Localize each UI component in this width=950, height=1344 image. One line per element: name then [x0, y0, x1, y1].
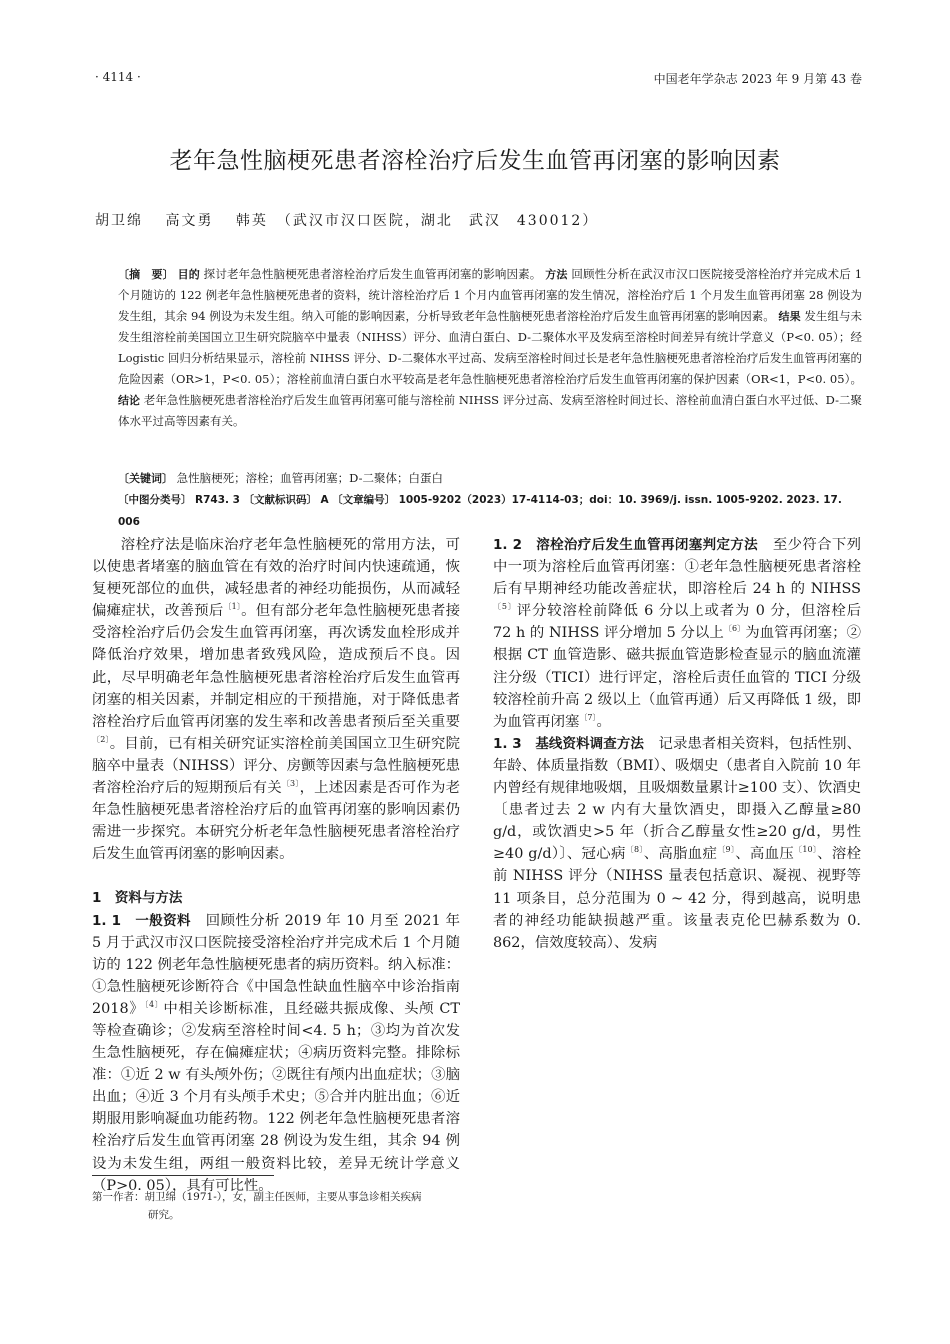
doc-label: 〔文献标识码〕: [243, 494, 317, 506]
keywords-label: 〔关键词〕: [118, 472, 173, 485]
clc-value: R743. 3: [195, 494, 240, 506]
section-1-1-text-a: 回顾性分析 2019 年 10 月至 2021 年 5 月于武汉市汉口医院接受溶栓治疗并完成术后 1 个月随访的 122 例老年急性脑梗死患者的病历资料。纳入标准：①急性脑梗死诊断符合《中国急性缺血性脑卒中诊治指南 2018》: [92, 912, 460, 1017]
article-title: 老年急性脑梗死患者溶栓治疗后发生血管再闭塞的影响因素: [169, 148, 781, 174]
footnote-rule: [92, 1175, 274, 1176]
left-column: [92, 534, 461, 1194]
section-1-heading: 1 资料与方法: [92, 890, 183, 907]
abstract: [118, 264, 862, 432]
intro-text-c: 。目前，已有相关研究证实溶栓前美国国立卫生研究院脑卒中量表（NIHSS）评分、房颤等因素与急性脑梗死患者溶栓治疗后的短期预后有关: [92, 735, 460, 797]
results-label: 结果: [778, 310, 801, 323]
keywords: [118, 468, 862, 489]
footnote: [92, 1188, 472, 1224]
ref-6: 〔6〕: [723, 624, 746, 634]
section-1-3-text-b: 、高脂血症: [643, 846, 718, 863]
intro-paragraph: [92, 534, 460, 865]
section-1-3-text-d: 、溶栓前 NIHSS 评分（NIHSS 量表包括意识、凝视、视野等 11 项条目，总分范围为 0 ~ 42 分，得到越高，说明患者的神经功能缺损越严重。该量表克伦巴赫系数为 0. 862，信效度较高）、发病: [493, 846, 861, 951]
intro-text-d: ，上述因素是否可作为老年急性脑梗死患者溶栓治疗后的血管再闭塞的影响因素仍需进一步探究。本研究分析老年急性脑梗死患者溶栓治疗后发生血管再闭塞的影响因素。: [92, 780, 460, 863]
footnote-line-2: 研究。: [148, 1209, 180, 1221]
section-1-2-text-d: 。: [596, 713, 611, 730]
section-1-2: [493, 534, 861, 733]
section-1-2-text-c: 为血管再闭塞；②根据 CT 血管造影、磁共振血管造影检查显示的脑血流灌注分级（TICI）进行评定，溶栓后责任血管的 TICI 分级较溶栓前升高 2 级以上（血管再通）后又再降低 1 级，即为血管再闭塞: [493, 625, 861, 730]
methods-text: 回顾性分析在武汉市汉口医院接受溶栓治疗并完成术后 1 个月随访的 122 例老年急性脑梗死患者的资料，统计溶栓治疗后 1 个月内血管再闭塞的发生情况，溶栓治疗后 1 个月发生血管再闭塞 28 例设为发生组，其余 94 例设为未发生组。纳入可能的影响因素，分析导致老年急性脑梗死患者溶栓治疗后发生血管再闭塞的影响因素。: [118, 267, 863, 323]
journal-header: 中国老年学杂志 2023 年 9 月第 43 卷: [653, 72, 862, 86]
clc-label: 〔中图分类号〕: [118, 494, 192, 506]
objective-text: 探讨老年急性脑梗死患者溶栓治疗后发生血管再闭塞的影响因素。: [203, 267, 542, 281]
intro-text-a: 溶栓疗法是临床治疗老年急性脑梗死的常用方法，可以使患者堵塞的脑血管在有效的治疗时间内快速疏通，恢复梗死部位的血供，减轻患者的神经功能损伤，从而减轻偏瘫症状，改善预后: [92, 537, 460, 620]
ref-9: 〔9〕: [717, 845, 736, 855]
section-1-2-heading: 1. 2 溶栓治疗后发生血管再闭塞判定方法: [493, 537, 759, 553]
keywords-text: 急性脑梗死；溶栓；血管再闭塞；D-二聚体；白蛋白: [176, 471, 443, 485]
results-text: 发生组与未发生组溶栓前美国国立卫生研究院脑卒中量表（NIHSS）评分、血清白蛋白、D-二聚体水平及发病至溶栓时间差异有统计学意义（P<0. 05）；经 Logistic 回归分析结果显示，溶栓前 NIHSS 评分、D-二聚体水平过高、发病至溶栓时间过长是老年急性脑梗死患者溶栓治疗后发生血管再闭塞的危险因素（OR>1，P<0. 05）；溶栓前血清白蛋白水平较高是老年急性脑梗死患者溶栓治疗后发生血管再闭塞的保护因素（OR<1，P<0. 05）。: [118, 309, 863, 386]
classification-line: [118, 489, 862, 533]
section-1-3: [493, 733, 861, 954]
section-1-2-text-a: 至少符合下列中一项为溶栓后血管再闭塞：①老年急性脑梗死患者溶栓后有早期神经功能改善症状，即溶栓后 24 h 的 NIHSS: [493, 537, 861, 598]
ref-1: 〔1〕: [223, 602, 242, 612]
abstract-label: 〔摘 要〕: [118, 268, 174, 281]
section-1-2-text-b: 评分较溶栓前降低 6 分以上或者为 0 分，但溶栓后 72 h 的 NIHSS 评分增加 5 分以上: [493, 603, 861, 642]
ref-8: 〔8〕: [625, 845, 644, 855]
section-1-1-text-b: 中相关诊断标准，且经磁共振成像、头颅 CT 等检查确诊；②发病至溶栓时间<4. 5 h；③均为首次发生急性脑梗死，存在偏瘫症状；④病历资料完整。排除标准：①近 2 w 有头颅外伤；②既往有颅内出血症状；③脑出血；④近 3 个月有头颅手术史；⑤合并内脏出血；⑥近期服用影响凝血功能药物。122 例老年急性脑梗死患者溶栓治疗后发生血管再闭塞 28 例设为发生组，其余 94 例设为未发生组，两组一般资料比较，差异无统计学意义（P>0. 05），具有可比性。: [92, 1000, 461, 1194]
ref-5: 〔5〕: [493, 602, 517, 612]
ref-7: 〔7〕: [579, 712, 597, 722]
right-column: [493, 534, 861, 1268]
intro-text-b: 。但有部分老年急性脑梗死患者接受溶栓治疗后仍会发生血管再闭塞，再次诱发血栓形成并降低治疗效果，增加患者致残风险，造成预后不良。因此，尽早明确老年急性脑梗死患者溶栓治疗后发生血管再闭塞的相关因素，并制定相应的干预措施，对于降低患者溶栓治疗后血管再闭塞的发生率和改善患者预后至关重要: [92, 603, 460, 730]
article-value: 1005-9202（2023）17-4114-03；doi：10. 3969/j. issn. 1005-9202. 2023. 17. 006: [118, 494, 842, 528]
footnote-line-1: 第一作者：胡卫绵（1971-），女，副主任医师，主要从事急诊相关疾病: [92, 1191, 422, 1203]
ref-2: 〔2〕: [92, 734, 110, 744]
doc-value: A: [320, 494, 329, 506]
conclusion-label: 结论: [118, 394, 141, 407]
article-label: 〔文章编号〕: [332, 494, 396, 506]
ref-4: 〔4〕: [144, 999, 164, 1009]
section-1-1: [92, 910, 460, 1197]
authors-affiliation: 胡卫绵 高文勇 韩英 （武汉市汉口医院，湖北 武汉 430012）: [95, 213, 599, 229]
page-number: · 4114 ·: [95, 70, 141, 84]
conclusion-text: 老年急性脑梗死患者溶栓治疗后发生血管再闭塞可能与溶栓前 NIHSS 评分过高、发病至溶栓时间过长、溶栓前血清白蛋白水平过低、D-二聚体水平过高等因素有关。: [118, 393, 863, 428]
ref-3: 〔3〕: [281, 779, 300, 789]
objective-label: 目的: [177, 268, 200, 281]
section-1-3-heading: 1. 3 基线资料调查方法: [493, 735, 644, 752]
methods-label: 方法: [545, 268, 568, 281]
ref-10: 〔10〕: [794, 845, 818, 855]
section-1-1-heading: 1. 1 一般资料: [92, 912, 191, 929]
section-1-3-text-a: 记录患者相关资料，包括性别、年龄、体质量指数（BMI）、吸烟史（患者自入院前 10 年内曾经有规律地吸烟，且吸烟数量累计≥100 支）、饮酒史〔患者过去 2 w 内有大量饮酒史，即摄入乙醇量≥80 g/d，或饮酒史>5 年（折合乙醇量女性≥20 g/d，男性≥40 g/d）〕、冠心病: [493, 735, 861, 863]
section-1-3-text-c: 、高血压: [735, 846, 795, 863]
